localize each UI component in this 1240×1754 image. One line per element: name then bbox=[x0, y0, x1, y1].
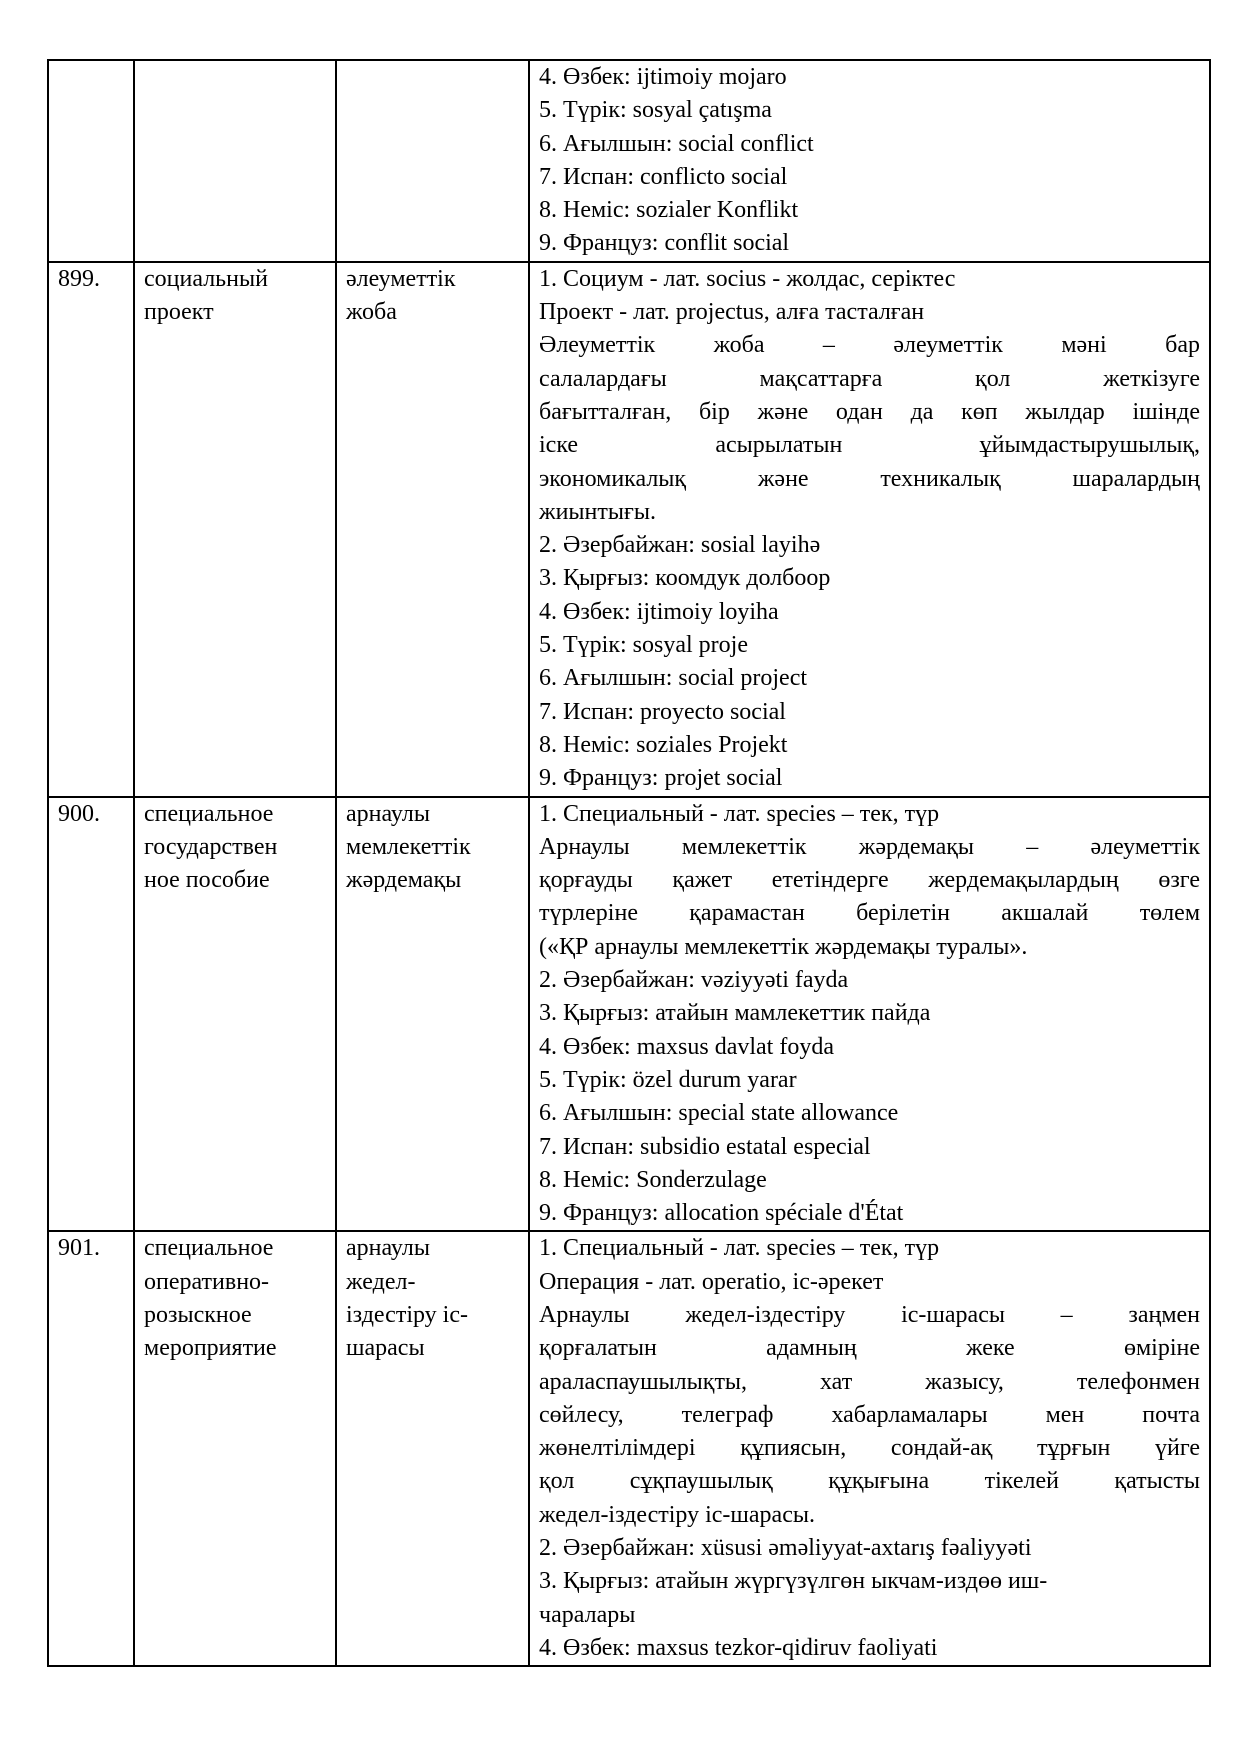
kazakh-term-cell bbox=[336, 60, 529, 262]
definition-line: 2. Әзербайжан: sosial layihə bbox=[539, 532, 821, 559]
definition-line: бағытталған, бір және одан да көп жылдар ішінде bbox=[539, 398, 1200, 425]
kazakh-term-line: жәрдемақы bbox=[346, 867, 462, 894]
definition-line: Операция - лат. operatio, іс-әрекет bbox=[539, 1268, 884, 1295]
definition-line: жедел-іздестіру іс-шарасы. bbox=[539, 1501, 815, 1528]
definition-line: 9. Француз: conflit social bbox=[539, 230, 790, 257]
definition-line: Проект - лат. projectus, алға тасталған bbox=[539, 299, 925, 326]
kazakh-term-line: шарасы bbox=[346, 1335, 425, 1362]
definition-line: қол сұқпаушылық құқығына тікелей қатысты bbox=[539, 1468, 1200, 1495]
definition-cell bbox=[529, 60, 1210, 262]
kazakh-term-cell bbox=[336, 1231, 529, 1666]
kazakh-term-line: әлеуметтік bbox=[346, 265, 456, 292]
definition-line: 1. Специальный - лат. species – тек, түр bbox=[539, 1235, 940, 1262]
definition-line: 5. Түрік: sosyal proje bbox=[539, 632, 748, 659]
definition-cell bbox=[529, 797, 1210, 1232]
definition-line: 7. Испан: proyecto social bbox=[539, 698, 786, 725]
glossary-table-body bbox=[48, 60, 1210, 1666]
definition-line: 4. Өзбек: ijtimoiy mojaro bbox=[539, 64, 787, 90]
definition-line: жиынтығы. bbox=[539, 498, 656, 525]
definition-line: экономикалық және техникалық шаралардың bbox=[539, 465, 1200, 492]
definition-line: 9. Француз: allocation spéciale d'État bbox=[539, 1200, 904, 1227]
definition-line: Әлеуметтік жоба – әлеуметтік мәні бар bbox=[539, 332, 1200, 359]
definition-line: 4. Өзбек: maxsus tezkor-qidiruv faoliyati bbox=[539, 1634, 938, 1661]
definition-line: сөйлесу, телеграф хабарламалары мен почта bbox=[539, 1401, 1200, 1428]
definition-line: 8. Неміс: Sonderzulage bbox=[539, 1166, 767, 1193]
russian-term-line: специальное bbox=[144, 800, 274, 827]
glossary-table bbox=[47, 59, 1211, 1667]
kazakh-term-line: арнаулы bbox=[346, 1235, 430, 1262]
definition-line: жөнелтілімдері құпиясын, сондай-ақ тұрғын үйге bbox=[539, 1435, 1200, 1462]
definition-line: 9. Француз: projet social bbox=[539, 765, 783, 792]
russian-term-cell bbox=[134, 262, 336, 797]
definition-line: («ҚР арнаулы мемлекеттік жәрдемақы туралы». bbox=[539, 933, 1028, 960]
kazakh-term-line: жоба bbox=[346, 299, 397, 326]
russian-term-line: оперативно- bbox=[144, 1268, 270, 1295]
definition-line: түрлеріне қарамастан берілетін акшалай төлем bbox=[539, 900, 1200, 927]
kazakh-term-line: іздестіру іс- bbox=[346, 1301, 468, 1328]
kazakh-term-cell bbox=[336, 797, 529, 1232]
russian-term-cell bbox=[134, 1231, 336, 1666]
definition-line: Арнаулы мемлекеттік жәрдемақы – әлеуметтік bbox=[539, 833, 1200, 860]
definition-line: 4. Өзбек: ijtimoiy loyiha bbox=[539, 598, 779, 625]
definition-line: 1. Специальный - лат. species – тек, түр bbox=[539, 800, 940, 827]
russian-term-line: государствен bbox=[144, 833, 278, 860]
kazakh-term-line: мемлекеттік bbox=[346, 833, 471, 860]
definition-line: 6. Ағылшын: social conflict bbox=[539, 130, 814, 157]
term-number: 900. bbox=[58, 800, 100, 827]
definition-line: салалардағы мақсаттарға қол жеткізуге bbox=[539, 365, 1200, 392]
kazakh-term-line: жедел- bbox=[346, 1268, 416, 1295]
definition-line: 3. Қырғыз: атайын жүргүзүлгөн ыкчам-издөө иш- bbox=[539, 1568, 1048, 1595]
definition-line: 1. Социум - лат. socius - жолдас, серіктес bbox=[539, 265, 956, 292]
definition-line: 5. Түрік: özel durum yarar bbox=[539, 1066, 797, 1093]
definition-line: 3. Қырғыз: атайын мамлекеттик пайда bbox=[539, 1000, 931, 1027]
term-number-cell bbox=[48, 262, 134, 797]
definition-line: 8. Неміс: soziales Projekt bbox=[539, 731, 788, 758]
definition-line: қорғалатын адамның жеке өміріне bbox=[539, 1335, 1200, 1362]
russian-term-cell bbox=[134, 797, 336, 1232]
kazakh-term-cell bbox=[336, 262, 529, 797]
definition-line: 2. Әзербайжан: xüsusi əməliyyat-axtarış fəaliyyəti bbox=[539, 1535, 1032, 1562]
term-row bbox=[48, 797, 1210, 1232]
definition-line: іске асырылатын ұйымдастырушылық, bbox=[539, 432, 1200, 459]
term-row bbox=[48, 262, 1210, 797]
definition-cell bbox=[529, 1231, 1210, 1666]
definition-line: 2. Әзербайжан: vəziyyəti fayda bbox=[539, 967, 849, 994]
term-row bbox=[48, 1231, 1210, 1666]
definition-line: 6. Ағылшын: social project bbox=[539, 665, 808, 692]
definition-cell bbox=[529, 262, 1210, 797]
russian-term-cell bbox=[134, 60, 336, 262]
definition-line: 7. Испан: subsidio estatal especial bbox=[539, 1133, 871, 1160]
russian-term-line: проект bbox=[144, 299, 214, 326]
term-number-cell bbox=[48, 60, 134, 262]
definition-line: қорғауды қажет ететіндерге жердемақылардың өзге bbox=[539, 867, 1200, 894]
definition-line: 3. Қырғыз: коомдук долбоор bbox=[539, 565, 831, 592]
russian-term-line: розыскное bbox=[144, 1301, 252, 1328]
definition-line: Арнаулы жедел-іздестіру іс-шарасы – заңмен bbox=[539, 1301, 1200, 1328]
term-number-cell bbox=[48, 1231, 134, 1666]
definition-line: 6. Ағылшын: special state allowance bbox=[539, 1100, 899, 1127]
definition-line: 4. Өзбек: maxsus davlat foyda bbox=[539, 1033, 834, 1060]
definition-line: чаралары bbox=[539, 1601, 636, 1628]
russian-term-line: специальное bbox=[144, 1235, 274, 1262]
russian-term-line: социальный bbox=[144, 265, 268, 292]
definition-line: араласпаушылықты, хат жазысу, телефонмен bbox=[539, 1368, 1200, 1395]
term-row bbox=[48, 60, 1210, 262]
term-number: 901. bbox=[58, 1235, 100, 1262]
kazakh-term-line: арнаулы bbox=[346, 800, 430, 827]
russian-term-line: мероприятие bbox=[144, 1335, 277, 1362]
definition-line: 7. Испан: conflicto social bbox=[539, 163, 788, 190]
russian-term-line: ное пособие bbox=[144, 867, 270, 894]
definition-line: 8. Неміс: sozialer Konflikt bbox=[539, 197, 799, 224]
term-number-cell bbox=[48, 797, 134, 1232]
definition-line: 5. Түрік: sosyal çatışma bbox=[539, 97, 772, 124]
term-number: 899. bbox=[58, 265, 100, 292]
